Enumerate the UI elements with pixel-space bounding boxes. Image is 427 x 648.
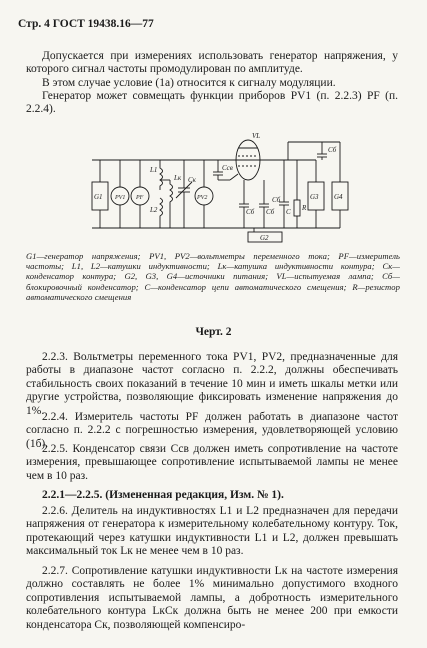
pv2-label: PV2 [197, 195, 208, 201]
paragraph-2-2-7: 2.2.7. Сопротивление катушки индуктивности Lк на частоте измерения должно составлять не более 1% минимально допустимого входного сопротивления испытываемой лампы, а добротность измерительного колебательного контура LкCк должна быть не менее 200 при емкости конденсатора Cк, позволяющей компенсиро- [26, 565, 398, 631]
paragraph-2-2-6: 2.2.6. Делитель на индуктивностях L1 и L2 предназначен для передачи напряжения от генератора к измерительному колебательному контуру. Ток, протекающий через катушки индуктивности L1 и L2, должен превышать максимальный ток Lк не менее чем в 10 раз. [26, 505, 398, 558]
r-resistor [294, 200, 300, 216]
figure-title: Черт. 2 [195, 326, 232, 338]
cb-label-2: Cб [266, 208, 275, 216]
lk-coil [170, 180, 173, 210]
pv1-label: PV1 [115, 195, 126, 201]
csv-label: Cсв [222, 164, 233, 172]
circuit-diagram [88, 130, 360, 245]
r-label: R [302, 204, 307, 212]
c-label: C [286, 208, 291, 216]
figure-caption: G1—генератор напряжения; PV1, PV2—вольтметры переменного тока; PF—измеритель частоты; L1, L2—катушки индуктивности; Lк—катушка индуктивности контура; Cк—конденсатор контура; G2, G3, G4—источники питания; VL—испытуемая лампа; Cб—блокировочный конденсатор; C—конденсатор цепи автоматического смещения; R—резистор автоматического смещения [26, 251, 400, 302]
paragraph-2-2-4: 2.2.4. Измеритель частоты PF должен работать в диапазоне частот согласно п. 2.2.2 с погрешностью измерения, удовлетворяющей условию (1б). [26, 411, 398, 450]
vl-label: VL [252, 132, 261, 140]
g4-label: G4 [334, 193, 343, 201]
cb-label-3: Cб [328, 146, 337, 154]
paragraph-condition: В этом случае условие (1а) относится к сигналу модуляции. [42, 77, 336, 89]
paragraph-generator-modulation: Допускается при измерениях использовать генератор напряжения, у которого сигнал частоты промодулирован по амплитуде. [26, 50, 398, 76]
page-header: Стр. 4 ГОСТ 19438.16—77 [18, 18, 154, 30]
ck-label: Cк [188, 176, 196, 184]
l1-coil [160, 160, 163, 190]
paragraph-2-2-5: 2.2.5. Конденсатор связи Cсв должен иметь сопротивление на частоте измерения, превышающее сопротивление испытываемой лампы не менее чем в 10 раз. [26, 443, 398, 482]
paragraph-2-2-3: 2.2.3. Вольтметры переменного тока PV1, PV2, предназначенные для работы в диапазоне частот согласно п. 2.2.2, должны обеспечивать стабильность своих показаний в течение 10 мин и иметь шкалы метки или другие устройства, позволяющие фиксировать изменение напряжения до 1%. [26, 351, 398, 417]
l1-label: L1 [150, 166, 158, 174]
cb-label-1: Cб [246, 208, 255, 216]
paragraph-amendment: 2.2.1—2.2.5. (Измененная редакция, Изм. № 1). [42, 489, 284, 501]
lk-label: Lк [174, 174, 182, 182]
cb-label-4: Cб [272, 196, 281, 204]
l2-coil [160, 198, 163, 228]
g3-label: G3 [310, 193, 319, 201]
pf-label: PF [136, 195, 144, 201]
l2-label: L2 [150, 206, 158, 214]
g1-label: G1 [94, 193, 103, 201]
paragraph-generator-functions: Генератор может совмещать функции приборов PV1 (п. 2.2.3) PF (п. 2.2.4). [26, 90, 398, 116]
g2-label: G2 [260, 234, 269, 242]
